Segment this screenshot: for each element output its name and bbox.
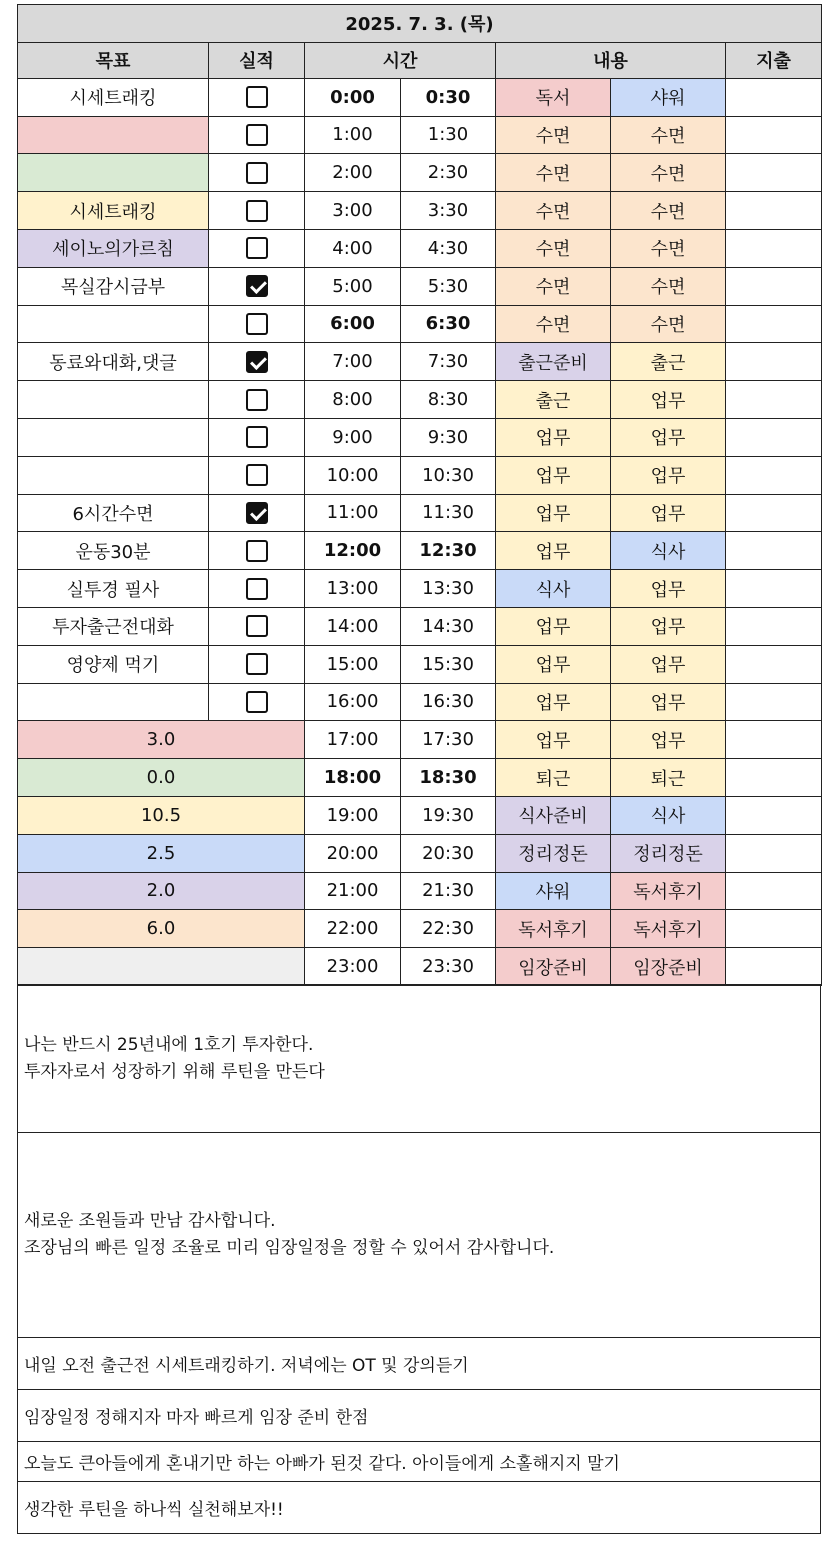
time-start: 1:00 xyxy=(305,116,401,154)
schedule-row xyxy=(18,267,822,305)
content-first-half[interactable]: 독서후기 xyxy=(496,910,611,948)
checked-checkbox[interactable] xyxy=(246,275,268,297)
content-second-half[interactable]: 업무 xyxy=(611,418,726,456)
goal-cell[interactable]: 시세트래킹 xyxy=(18,192,209,230)
plan-note[interactable]: 내일 오전 출근전 시세트래킹하기. 저녁에는 OT 및 강의듣기 xyxy=(18,1338,821,1390)
time-half: 20:30 xyxy=(401,834,496,872)
content-first-half[interactable]: 업무 xyxy=(496,721,611,759)
time-start: 17:00 xyxy=(305,721,401,759)
expense-cell[interactable] xyxy=(726,154,822,192)
time-half: 19:30 xyxy=(401,796,496,834)
goal-cell[interactable]: 실투경 필사 xyxy=(18,570,209,608)
unchecked-checkbox[interactable] xyxy=(246,426,268,448)
done-cell xyxy=(209,607,305,645)
content-first-half[interactable]: 수면 xyxy=(496,229,611,267)
content-first-half[interactable]: 수면 xyxy=(496,116,611,154)
content-second-half[interactable]: 독서후기 xyxy=(611,872,726,910)
unchecked-checkbox[interactable] xyxy=(246,162,268,184)
time-start: 16:00 xyxy=(305,683,401,721)
expense-cell[interactable] xyxy=(726,192,822,230)
done-cell xyxy=(209,381,305,419)
expense-cell[interactable] xyxy=(726,872,822,910)
schedule-row xyxy=(18,418,822,456)
unchecked-checkbox[interactable] xyxy=(246,313,268,335)
category-hours-total: 2.0 xyxy=(18,872,305,910)
content-second-half[interactable]: 업무 xyxy=(611,645,726,683)
time-start: 13:00 xyxy=(305,570,401,608)
reflection-note[interactable]: 오늘도 큰아들에게 혼내기만 하는 아빠가 된것 같다. 아이들에게 소홀해지지 말기 xyxy=(18,1442,821,1482)
summary-row xyxy=(18,948,822,986)
expense-cell[interactable] xyxy=(726,305,822,343)
gratitude-cell[interactable] xyxy=(18,1133,821,1338)
content-second-half[interactable]: 수면 xyxy=(611,116,726,154)
schedule-row xyxy=(18,381,822,419)
schedule-row xyxy=(18,607,822,645)
content-second-half[interactable]: 업무 xyxy=(611,570,726,608)
content-first-half[interactable]: 수면 xyxy=(496,192,611,230)
done-cell xyxy=(209,116,305,154)
content-first-half[interactable]: 업무 xyxy=(496,683,611,721)
content-second-half[interactable]: 수면 xyxy=(611,267,726,305)
goal-cell[interactable] xyxy=(18,683,209,721)
time-start: 5:00 xyxy=(305,267,401,305)
gratitude-line-2: 조장님의 빠른 일정 조율로 미리 임장일정을 정할 수 있어서 감사합니다. xyxy=(24,1238,555,1259)
done-cell xyxy=(209,229,305,267)
goal-cell[interactable] xyxy=(18,456,209,494)
schedule-row xyxy=(18,305,822,343)
content-first-half[interactable]: 임장준비 xyxy=(496,948,611,986)
content-second-half[interactable]: 수면 xyxy=(611,229,726,267)
time-start: 11:00 xyxy=(305,494,401,532)
content-first-half[interactable]: 업무 xyxy=(496,607,611,645)
unchecked-checkbox[interactable] xyxy=(246,578,268,600)
time-start: 23:00 xyxy=(305,948,401,986)
content-second-half[interactable]: 업무 xyxy=(611,456,726,494)
unchecked-checkbox[interactable] xyxy=(246,237,268,259)
expense-cell[interactable] xyxy=(726,607,822,645)
time-half: 23:30 xyxy=(401,948,496,986)
time-half: 0:30 xyxy=(401,78,496,116)
category-hours-total: 6.0 xyxy=(18,910,305,948)
time-start: 3:00 xyxy=(305,192,401,230)
content-second-half[interactable]: 업무 xyxy=(611,721,726,759)
content-first-half[interactable]: 식사 xyxy=(496,570,611,608)
goal-cell[interactable] xyxy=(18,116,209,154)
time-start: 19:00 xyxy=(305,796,401,834)
schedule-row xyxy=(18,532,822,570)
checked-checkbox[interactable] xyxy=(246,351,268,373)
unchecked-checkbox[interactable] xyxy=(246,200,268,222)
goal-cell[interactable]: 시세트래킹 xyxy=(18,78,209,116)
time-start: 4:00 xyxy=(305,229,401,267)
unchecked-checkbox[interactable] xyxy=(246,653,268,675)
time-half: 12:30 xyxy=(401,532,496,570)
category-hours-total xyxy=(18,948,305,986)
unchecked-checkbox[interactable] xyxy=(246,124,268,146)
expense-cell[interactable] xyxy=(726,267,822,305)
header-expense: 지출 xyxy=(726,42,822,78)
expense-cell[interactable] xyxy=(726,721,822,759)
date-title: 2025. 7. 3. (목) xyxy=(18,5,822,43)
goal-cell[interactable]: 운동30분 xyxy=(18,532,209,570)
expense-cell[interactable] xyxy=(726,456,822,494)
expense-cell[interactable] xyxy=(726,343,822,381)
header-content: 내용 xyxy=(496,42,726,78)
schedule-row xyxy=(18,570,822,608)
time-half: 4:30 xyxy=(401,229,496,267)
expense-cell[interactable] xyxy=(726,570,822,608)
time-start: 10:00 xyxy=(305,456,401,494)
schedule-row xyxy=(18,494,822,532)
gratitude-line-1: 새로운 조원들과 만남 감사합니다. xyxy=(24,1211,276,1232)
summary-row xyxy=(18,721,822,759)
summary-row xyxy=(18,872,822,910)
content-first-half[interactable]: 출근준비 xyxy=(496,343,611,381)
time-start: 0:00 xyxy=(305,78,401,116)
summary-row xyxy=(18,910,822,948)
goal-cell[interactable] xyxy=(18,418,209,456)
time-half: 11:30 xyxy=(401,494,496,532)
schedule-row xyxy=(18,78,822,116)
schedule-row xyxy=(18,116,822,154)
content-second-half[interactable]: 수면 xyxy=(611,192,726,230)
content-second-half[interactable]: 수면 xyxy=(611,154,726,192)
time-half: 15:30 xyxy=(401,645,496,683)
expense-cell[interactable] xyxy=(726,645,822,683)
goal-statement-line-1: 나는 반드시 25년내에 1호기 투자한다. xyxy=(24,1034,314,1055)
expense-cell[interactable] xyxy=(726,494,822,532)
expense-cell[interactable] xyxy=(726,116,822,154)
done-cell xyxy=(209,456,305,494)
category-hours-total: 10.5 xyxy=(18,796,305,834)
content-second-half[interactable]: 퇴근 xyxy=(611,759,726,797)
category-hours-total: 2.5 xyxy=(18,834,305,872)
header-goal: 목표 xyxy=(18,42,209,78)
category-hours-total: 3.0 xyxy=(18,721,305,759)
content-first-half[interactable]: 퇴근 xyxy=(496,759,611,797)
content-first-half[interactable]: 샤워 xyxy=(496,872,611,910)
schedule-row xyxy=(18,154,822,192)
time-start: 22:00 xyxy=(305,910,401,948)
done-cell xyxy=(209,532,305,570)
done-cell xyxy=(209,645,305,683)
goal-cell[interactable]: 6시간수면 xyxy=(18,494,209,532)
content-second-half[interactable]: 정리정돈 xyxy=(611,834,726,872)
content-second-half[interactable]: 업무 xyxy=(611,381,726,419)
content-first-half[interactable]: 업무 xyxy=(496,456,611,494)
time-half: 10:30 xyxy=(401,456,496,494)
goal-statement-cell[interactable] xyxy=(18,985,821,1133)
time-half: 14:30 xyxy=(401,607,496,645)
done-cell xyxy=(209,418,305,456)
summary-row xyxy=(18,759,822,797)
content-second-half[interactable]: 수면 xyxy=(611,305,726,343)
time-start: 8:00 xyxy=(305,381,401,419)
schedule-row xyxy=(18,683,822,721)
praise-note[interactable]: 임장일정 정해지자 마자 빠르게 임장 준비 한점 xyxy=(18,1390,821,1442)
daily-planner-sheet xyxy=(17,4,821,1534)
category-hours-total: 0.0 xyxy=(18,759,305,797)
time-half: 17:30 xyxy=(401,721,496,759)
done-cell xyxy=(209,78,305,116)
schedule-row xyxy=(18,192,822,230)
expense-cell[interactable] xyxy=(726,759,822,797)
content-second-half[interactable]: 식사 xyxy=(611,796,726,834)
done-cell xyxy=(209,192,305,230)
content-first-half[interactable]: 수면 xyxy=(496,305,611,343)
content-first-half[interactable]: 출근 xyxy=(496,381,611,419)
goal-cell[interactable]: 영양제 먹기 xyxy=(18,645,209,683)
expense-cell[interactable] xyxy=(726,796,822,834)
checked-checkbox[interactable] xyxy=(246,502,268,524)
goal-cell[interactable]: 목실감시금부 xyxy=(18,267,209,305)
goal-cell[interactable] xyxy=(18,305,209,343)
content-second-half[interactable]: 독서후기 xyxy=(611,910,726,948)
time-half: 1:30 xyxy=(401,116,496,154)
done-cell xyxy=(209,494,305,532)
goal-cell[interactable] xyxy=(18,154,209,192)
time-half: 5:30 xyxy=(401,267,496,305)
schedule-row xyxy=(18,456,822,494)
expense-cell[interactable] xyxy=(726,948,822,986)
time-half: 9:30 xyxy=(401,418,496,456)
time-half: 3:30 xyxy=(401,192,496,230)
expense-cell[interactable] xyxy=(726,910,822,948)
time-half: 7:30 xyxy=(401,343,496,381)
goal-cell[interactable]: 투자출근전대화 xyxy=(18,607,209,645)
time-start: 2:00 xyxy=(305,154,401,192)
goal-statement-line-2: 투자자로서 성장하기 위해 루틴을 만든다 xyxy=(24,1061,325,1082)
content-second-half[interactable]: 업무 xyxy=(611,494,726,532)
content-first-half[interactable]: 업무 xyxy=(496,418,611,456)
time-half: 21:30 xyxy=(401,872,496,910)
unchecked-checkbox[interactable] xyxy=(246,615,268,637)
goal-cell[interactable]: 동료와대화,댓글 xyxy=(18,343,209,381)
done-cell xyxy=(209,570,305,608)
content-second-half[interactable]: 임장준비 xyxy=(611,948,726,986)
unchecked-checkbox[interactable] xyxy=(246,464,268,486)
time-start: 21:00 xyxy=(305,872,401,910)
done-cell xyxy=(209,305,305,343)
expense-cell[interactable] xyxy=(726,381,822,419)
content-first-half[interactable]: 업무 xyxy=(496,532,611,570)
content-first-half[interactable]: 독서 xyxy=(496,78,611,116)
resolution-note[interactable]: 생각한 루틴을 하나씩 실천해보자!! xyxy=(18,1482,821,1534)
expense-cell[interactable] xyxy=(726,78,822,116)
done-cell xyxy=(209,343,305,381)
content-first-half[interactable]: 식사준비 xyxy=(496,796,611,834)
content-second-half[interactable]: 업무 xyxy=(611,607,726,645)
time-start: 15:00 xyxy=(305,645,401,683)
done-cell xyxy=(209,267,305,305)
expense-cell[interactable] xyxy=(726,532,822,570)
time-half: 2:30 xyxy=(401,154,496,192)
goal-cell[interactable] xyxy=(18,381,209,419)
content-second-half[interactable]: 식사 xyxy=(611,532,726,570)
content-second-half[interactable]: 출근 xyxy=(611,343,726,381)
content-first-half[interactable]: 업무 xyxy=(496,494,611,532)
content-first-half[interactable]: 수면 xyxy=(496,267,611,305)
expense-cell[interactable] xyxy=(726,229,822,267)
content-first-half[interactable]: 정리정돈 xyxy=(496,834,611,872)
unchecked-checkbox[interactable] xyxy=(246,691,268,713)
content-second-half[interactable]: 업무 xyxy=(611,683,726,721)
time-half: 13:30 xyxy=(401,570,496,608)
time-start: 9:00 xyxy=(305,418,401,456)
time-half: 18:30 xyxy=(401,759,496,797)
summary-row xyxy=(18,796,822,834)
unchecked-checkbox[interactable] xyxy=(246,389,268,411)
expense-cell[interactable] xyxy=(726,418,822,456)
time-start: 14:00 xyxy=(305,607,401,645)
notes-table xyxy=(17,984,821,1534)
schedule-row xyxy=(18,229,822,267)
time-start: 7:00 xyxy=(305,343,401,381)
schedule-row xyxy=(18,343,822,381)
header-done: 실적 xyxy=(209,42,305,78)
time-half: 8:30 xyxy=(401,381,496,419)
unchecked-checkbox[interactable] xyxy=(246,86,268,108)
done-cell xyxy=(209,154,305,192)
time-start: 6:00 xyxy=(305,305,401,343)
expense-cell[interactable] xyxy=(726,834,822,872)
content-second-half[interactable]: 샤워 xyxy=(611,78,726,116)
schedule-table xyxy=(17,4,822,986)
time-half: 22:30 xyxy=(401,910,496,948)
goal-cell[interactable]: 세이노의가르침 xyxy=(18,229,209,267)
time-half: 16:30 xyxy=(401,683,496,721)
time-start: 18:00 xyxy=(305,759,401,797)
header-time: 시간 xyxy=(305,42,496,78)
expense-cell[interactable] xyxy=(726,683,822,721)
unchecked-checkbox[interactable] xyxy=(246,540,268,562)
done-cell xyxy=(209,683,305,721)
content-first-half[interactable]: 수면 xyxy=(496,154,611,192)
time-start: 12:00 xyxy=(305,532,401,570)
time-half: 6:30 xyxy=(401,305,496,343)
summary-row xyxy=(18,834,822,872)
schedule-row xyxy=(18,645,822,683)
time-start: 20:00 xyxy=(305,834,401,872)
content-first-half[interactable]: 업무 xyxy=(496,645,611,683)
